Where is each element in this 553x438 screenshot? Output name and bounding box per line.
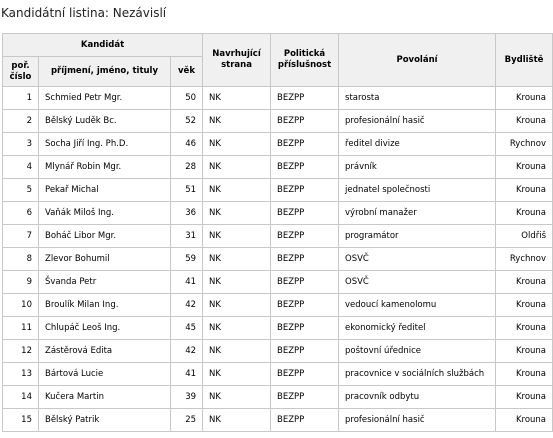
cell-vek: 51 — [171, 179, 203, 202]
header-politicka-prislusnost: Politická příslušnost — [271, 34, 339, 87]
cell-navrhujici-strana: NK — [203, 363, 271, 386]
cell-jmeno: Zlevor Bohumil — [39, 248, 171, 271]
cell-politicka-prislusnost: BEZPP — [271, 409, 339, 432]
cell-jmeno: Socha Jiří Ing. Ph.D. — [39, 133, 171, 156]
cell-vek: 36 — [171, 202, 203, 225]
cell-politicka-prislusnost: BEZPP — [271, 340, 339, 363]
cell-navrhujici-strana: NK — [203, 248, 271, 271]
cell-por-cislo: 12 — [3, 340, 39, 363]
table-row — [3, 225, 553, 248]
table-row — [3, 87, 553, 110]
cell-vek: 31 — [171, 225, 203, 248]
cell-povolani: OSVČ — [339, 248, 496, 271]
cell-bydliste: Krouna — [496, 202, 553, 225]
cell-povolani: ekonomický ředitel — [339, 317, 496, 340]
cell-por-cislo: 5 — [3, 179, 39, 202]
table-row — [3, 294, 553, 317]
cell-politicka-prislusnost: BEZPP — [271, 248, 339, 271]
cell-por-cislo: 9 — [3, 271, 39, 294]
cell-bydliste: Oldřiš — [496, 225, 553, 248]
cell-navrhujici-strana: NK — [203, 110, 271, 133]
table-row — [3, 248, 553, 271]
cell-politicka-prislusnost: BEZPP — [271, 156, 339, 179]
cell-por-cislo: 11 — [3, 317, 39, 340]
cell-jmeno: Kučera Martin — [39, 386, 171, 409]
cell-vek: 41 — [171, 271, 203, 294]
cell-povolani: poštovní úřednice — [339, 340, 496, 363]
cell-vek: 59 — [171, 248, 203, 271]
cell-bydliste: Krouna — [496, 386, 553, 409]
cell-vek: 42 — [171, 340, 203, 363]
cell-jmeno: Schmied Petr Mgr. — [39, 87, 171, 110]
header-povolani: Povolání — [339, 34, 496, 87]
table-row — [3, 202, 553, 225]
cell-bydliste: Krouna — [496, 409, 553, 432]
cell-por-cislo: 8 — [3, 248, 39, 271]
cell-vek: 25 — [171, 409, 203, 432]
cell-bydliste: Krouna — [496, 110, 553, 133]
cell-navrhujici-strana: NK — [203, 317, 271, 340]
cell-politicka-prislusnost: BEZPP — [271, 271, 339, 294]
cell-bydliste: Krouna — [496, 340, 553, 363]
cell-navrhujici-strana: NK — [203, 294, 271, 317]
cell-navrhujici-strana: NK — [203, 202, 271, 225]
cell-jmeno: Bělský Patrik — [39, 409, 171, 432]
cell-politicka-prislusnost: BEZPP — [271, 386, 339, 409]
cell-povolani: právník — [339, 156, 496, 179]
cell-vek: 46 — [171, 133, 203, 156]
cell-vek: 50 — [171, 87, 203, 110]
page-title: Kandidátní listina: Nezávislí — [1, 6, 167, 20]
table-row — [3, 363, 553, 386]
cell-politicka-prislusnost: BEZPP — [271, 294, 339, 317]
table-row — [3, 317, 553, 340]
cell-navrhujici-strana: NK — [203, 156, 271, 179]
cell-povolani: OSVČ — [339, 271, 496, 294]
header-bydliste: Bydliště — [496, 34, 553, 87]
candidate-table — [2, 33, 553, 432]
cell-jmeno: Bártová Lucie — [39, 363, 171, 386]
cell-navrhujici-strana: NK — [203, 133, 271, 156]
cell-vek: 39 — [171, 386, 203, 409]
candidate-rows — [3, 87, 553, 432]
cell-bydliste: Krouna — [496, 87, 553, 110]
cell-bydliste: Krouna — [496, 294, 553, 317]
cell-politicka-prislusnost: BEZPP — [271, 179, 339, 202]
cell-por-cislo: 13 — [3, 363, 39, 386]
cell-politicka-prislusnost: BEZPP — [271, 133, 339, 156]
cell-jmeno: Broulík Milan Ing. — [39, 294, 171, 317]
cell-por-cislo: 14 — [3, 386, 39, 409]
cell-bydliste: Krouna — [496, 363, 553, 386]
cell-politicka-prislusnost: BEZPP — [271, 225, 339, 248]
cell-vek: 52 — [171, 110, 203, 133]
cell-navrhujici-strana: NK — [203, 179, 271, 202]
header-navrhujici-strana: Navrhující strana — [203, 34, 271, 87]
header-jmeno: příjmení, jméno, tituly — [39, 57, 171, 87]
cell-por-cislo: 7 — [3, 225, 39, 248]
table-row — [3, 179, 553, 202]
cell-vek: 41 — [171, 363, 203, 386]
cell-povolani: profesionální hasič — [339, 110, 496, 133]
table-row — [3, 386, 553, 409]
cell-vek: 45 — [171, 317, 203, 340]
cell-jmeno: Mlynář Robin Mgr. — [39, 156, 171, 179]
header-row-top — [3, 34, 553, 57]
header-vek: věk — [171, 57, 203, 87]
cell-politicka-prislusnost: BEZPP — [271, 317, 339, 340]
cell-povolani: ředitel divize — [339, 133, 496, 156]
cell-bydliste: Krouna — [496, 156, 553, 179]
cell-politicka-prislusnost: BEZPP — [271, 363, 339, 386]
cell-povolani: profesionální hasič — [339, 409, 496, 432]
cell-bydliste: Krouna — [496, 271, 553, 294]
cell-povolani: programátor — [339, 225, 496, 248]
cell-bydliste: Krouna — [496, 317, 553, 340]
cell-vek: 42 — [171, 294, 203, 317]
cell-politicka-prislusnost: BEZPP — [271, 202, 339, 225]
cell-navrhujici-strana: NK — [203, 409, 271, 432]
cell-por-cislo: 2 — [3, 110, 39, 133]
cell-bydliste: Rychnov — [496, 248, 553, 271]
table-row — [3, 409, 553, 432]
cell-povolani: vedoucí kamenolomu — [339, 294, 496, 317]
table-row — [3, 340, 553, 363]
cell-navrhujici-strana: NK — [203, 271, 271, 294]
cell-vek: 28 — [171, 156, 203, 179]
cell-jmeno: Chlupáč Leoš Ing. — [39, 317, 171, 340]
cell-navrhujici-strana: NK — [203, 386, 271, 409]
cell-por-cislo: 1 — [3, 87, 39, 110]
cell-por-cislo: 3 — [3, 133, 39, 156]
table-row — [3, 271, 553, 294]
cell-bydliste: Rychnov — [496, 133, 553, 156]
cell-povolani: pracovnice v sociálních službách — [339, 363, 496, 386]
cell-jmeno: Pekař Michal — [39, 179, 171, 202]
table-row — [3, 156, 553, 179]
cell-por-cislo: 10 — [3, 294, 39, 317]
header-kandidat: Kandidát — [3, 34, 203, 57]
cell-politicka-prislusnost: BEZPP — [271, 110, 339, 133]
cell-navrhujici-strana: NK — [203, 225, 271, 248]
cell-por-cislo: 15 — [3, 409, 39, 432]
cell-por-cislo: 6 — [3, 202, 39, 225]
cell-jmeno: Zástěrová Edita — [39, 340, 171, 363]
cell-povolani: jednatel společnosti — [339, 179, 496, 202]
header-por-cislo: poř. číslo — [3, 57, 39, 87]
cell-povolani: pracovník odbytu — [339, 386, 496, 409]
table-row — [3, 133, 553, 156]
cell-povolani: starosta — [339, 87, 496, 110]
cell-navrhujici-strana: NK — [203, 87, 271, 110]
cell-politicka-prislusnost: BEZPP — [271, 87, 339, 110]
table-row — [3, 110, 553, 133]
cell-bydliste: Krouna — [496, 179, 553, 202]
cell-jmeno: Boháč Libor Mgr. — [39, 225, 171, 248]
cell-jmeno: Švanda Petr — [39, 271, 171, 294]
cell-jmeno: Bělský Luděk Bc. — [39, 110, 171, 133]
cell-povolani: výrobní manažer — [339, 202, 496, 225]
cell-jmeno: Vaňák Miloš Ing. — [39, 202, 171, 225]
cell-navrhujici-strana: NK — [203, 340, 271, 363]
cell-por-cislo: 4 — [3, 156, 39, 179]
